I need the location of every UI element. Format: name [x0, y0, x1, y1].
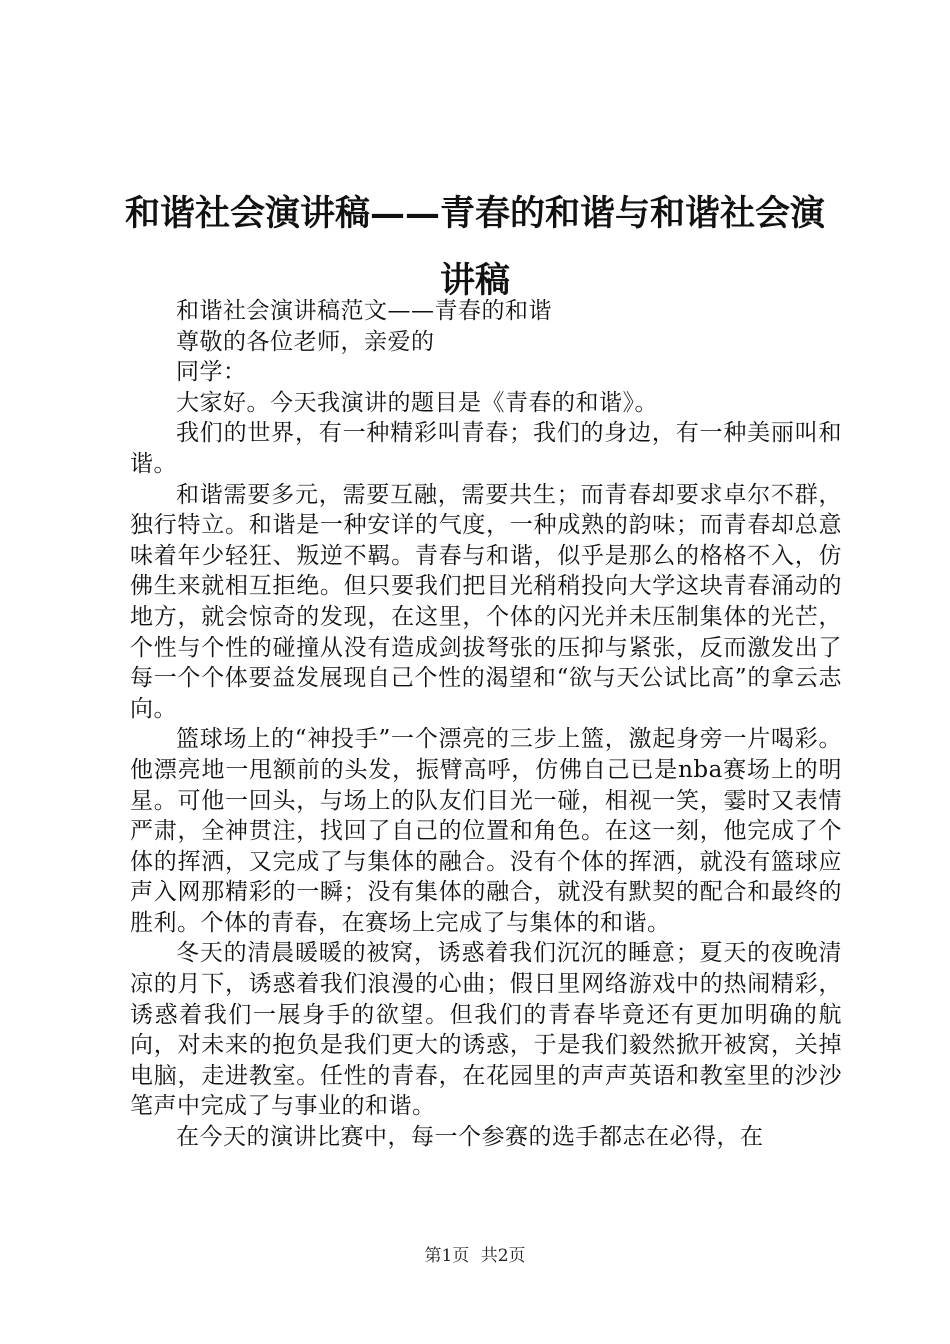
- document-title: 和谐社会演讲稿——青春的和谐与和谐社会演讲稿: [124, 193, 825, 301]
- paragraph: 冬天的清晨暖暖的被窝，诱惑着我们沉沉的睡意；夏天的夜晚清凉的月下，诱惑着我们浪漫的心曲；假日里网络游戏中的热闹精彩，诱惑着我们一展身手的欲望。但我们的青春毕竟还有更加明确的航向，对未来的抱负是我们更大的诱惑，于是我们毅然掀开被窝，关掉电脑，走进教室。任性的青春，在花园里的声声英语和教室里的沙沙笔声中完成了与事业的和谐。: [130, 940, 842, 1120]
- paragraph: 篮球场上的“神投手”一个漂亮的三步上篮，激起身旁一片喝彩。他漂亮地一甩额前的头发，振臂高呼，仿佛自己已是nba赛场上的明星。可他一回头，与场上的队友们目光一碰，相视一笑，霎时又表情严肃，全神贯注，找回了自己的位置和角色。在这一刻，他完成了个体的挥洒，又完成了与集体的融合。没有个体的挥洒，就没有篮球应声入网那精彩的一瞬；没有集体的融合，就没有默契的配合和最终的胜利。个体的青春，在赛场上完成了与集体的和谐。: [130, 726, 842, 936]
- paragraph-salutation: 尊敬的各位老师，亲爱的: [176, 328, 435, 355]
- paragraph: 在今天的演讲比赛中，每一个参赛的选手都志在必得，在: [176, 1124, 764, 1151]
- page-total: 共2页: [480, 1246, 526, 1266]
- page-footer: [0, 1241, 950, 1266]
- paragraph: 我们的世界，有一种精彩叫青春；我们的身边，有一种美丽叫和谐。: [130, 420, 842, 477]
- paragraph-salutation-cont: 同学：: [176, 359, 247, 386]
- document-body: [130, 296, 842, 1153]
- paragraph-greeting: 大家好。今天我演讲的题目是《青春的和谐》。: [176, 389, 658, 416]
- page-number: 第1页: [424, 1246, 470, 1266]
- paragraph-subtitle: 和谐社会演讲稿范文——青春的和谐: [176, 298, 552, 324]
- paragraph: 和谐需要多元，需要互融，需要共生；而青春却要求卓尔不群，独行特立。和谐是一种安详的气度，一种成熟的韵味；而青春却总意味着年少轻狂、叛逆不羁。青春与和谐，似乎是那么的格格不入，仿佛生来就相互拒绝。但只要我们把目光稍稍投向大学这块青春涌动的地方，就会惊奇的发现，在这里，个体的闪光并未压制集体的光芒，个性与个性的碰撞从没有造成剑拔弩张的压抑与紧张，反而激发出了每一个个体要益发展现自己个性的渴望和“欲与天公试比高”的拿云志向。: [130, 481, 842, 722]
